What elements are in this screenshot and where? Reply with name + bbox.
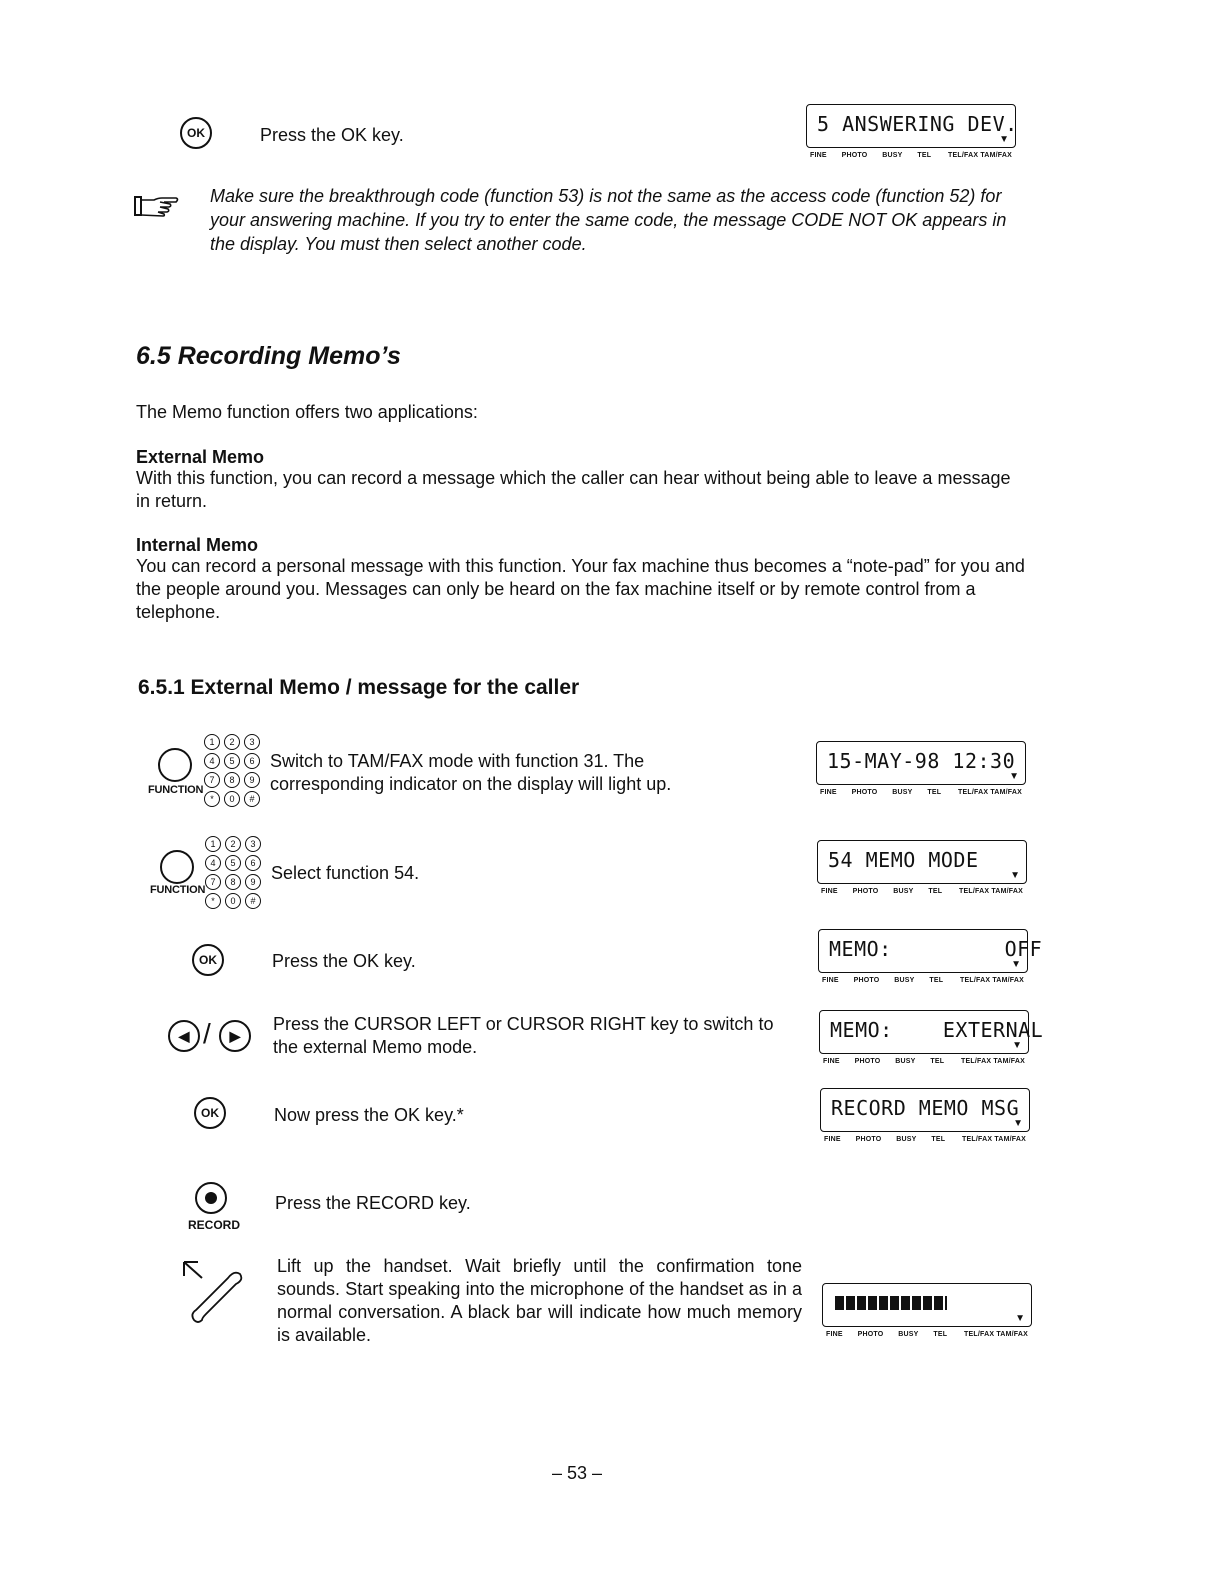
note-text: Make sure the breakthrough code (function 53) is not the same as the access code (function 52) for your answering machine. If you try to enter the same code, the message CODE NOT OK appears in the display. You must then select another code. bbox=[210, 186, 1007, 254]
step-4-text: Press the CURSOR LEFT or CURSOR RIGHT key to switch to the external Memo mode. bbox=[273, 1014, 774, 1057]
lcd-text: MEMO: OFF bbox=[829, 937, 1043, 961]
indicator-labels: FINE PHOTO BUSY TEL TEL/FAX TAM/FAX bbox=[810, 152, 1012, 159]
external-memo-text: With this function, you can record a message which the caller can hear without being able to leave a message in return. bbox=[136, 468, 1011, 511]
indicator-labels: FINE PHOTO BUSY TEL TEL/FAX TAM/FAX bbox=[820, 789, 1022, 796]
subsection-title: 6.5.1 External Memo / message for the caller bbox=[138, 676, 580, 699]
indicator-labels: FINE PHOTO BUSY TEL TEL/FAX TAM/FAX bbox=[822, 977, 1024, 984]
step-5-text: Now press the OK key.* bbox=[274, 1105, 464, 1125]
lcd-display-3 bbox=[818, 929, 1043, 984]
indicator-labels: FINE PHOTO BUSY TEL TEL/FAX TAM/FAX bbox=[823, 1058, 1025, 1065]
record-key-icon bbox=[195, 1182, 227, 1214]
lcd-display-1 bbox=[816, 741, 1026, 796]
function-key-icon bbox=[158, 748, 192, 782]
arrow-down-icon: ▼ bbox=[1015, 1313, 1025, 1324]
step-1-text: Switch to TAM/FAX mode with function 31. The corresponding indicator on the display will light up. bbox=[270, 751, 672, 794]
slash-separator: / bbox=[203, 1018, 211, 1049]
handset-lift-icon bbox=[180, 1258, 246, 1331]
arrow-down-icon: ▼ bbox=[1011, 959, 1021, 970]
lcd-display-top bbox=[806, 104, 1016, 159]
lcd-display-5 bbox=[820, 1088, 1030, 1143]
keypad-icon: 1 2 3 4 5 6 7 8 9 * 0 # bbox=[204, 734, 262, 807]
indicator-labels: FINE PHOTO BUSY TEL TEL/FAX TAM/FAX bbox=[826, 1331, 1028, 1338]
keypad-icon: 1 2 3 4 5 6 7 8 9 * 0 # bbox=[205, 836, 263, 909]
step-7-text: Lift up the handset. Wait briefly until the confirmation tone sounds. Start speaking into the microphone of the handset as in a normal conversation. A black bar will indicate how much memory is available. bbox=[277, 1256, 802, 1345]
ok-key-icon: OK bbox=[194, 1097, 226, 1129]
memory-bar bbox=[835, 1296, 947, 1310]
internal-memo-text: You can record a personal message with this function. Your fax machine thus becomes a “note-pad” for you and the people around you. Messages can only be heard on the fax machine itself or by remote control from a telephone. bbox=[136, 556, 1025, 622]
lcd-text: MEMO: EXTERNAL bbox=[830, 1018, 1044, 1042]
page-number: – 53 – bbox=[552, 1463, 603, 1483]
cursor-left-icon: ◀ bbox=[168, 1020, 200, 1052]
lcd-display-6 bbox=[822, 1283, 1032, 1338]
internal-memo-title: Internal Memo bbox=[136, 535, 259, 555]
arrow-down-icon: ▼ bbox=[1010, 870, 1020, 881]
function-label: FUNCTION bbox=[148, 784, 204, 796]
step-top-text: Press the OK key. bbox=[260, 125, 404, 145]
arrow-down-icon: ▼ bbox=[1012, 1040, 1022, 1051]
lcd-text: 5 ANSWERING DEV. bbox=[817, 112, 1018, 136]
section-intro: The Memo function offers two applications: bbox=[136, 402, 478, 422]
cursor-right-icon: ▶ bbox=[219, 1020, 251, 1052]
external-memo-title: External Memo bbox=[136, 447, 265, 467]
lcd-text: 54 MEMO MODE bbox=[828, 848, 979, 872]
record-label: RECORD bbox=[188, 1218, 241, 1232]
step-6-text: Press the RECORD key. bbox=[275, 1193, 471, 1213]
step-3-text: Press the OK key. bbox=[272, 951, 416, 971]
lcd-text: RECORD MEMO MSG bbox=[831, 1096, 1020, 1120]
ok-key-icon: OK bbox=[192, 944, 224, 976]
function-key-icon bbox=[160, 850, 194, 884]
arrow-down-icon: ▼ bbox=[999, 134, 1009, 145]
indicator-labels: FINE PHOTO BUSY TEL TEL/FAX TAM/FAX bbox=[824, 1136, 1026, 1143]
section-title: 6.5 Recording Memo’s bbox=[136, 342, 401, 370]
step-2-text: Select function 54. bbox=[271, 863, 420, 883]
arrow-down-icon: ▼ bbox=[1013, 1118, 1023, 1129]
ok-key-icon: OK bbox=[180, 117, 212, 149]
lcd-display-4 bbox=[819, 1010, 1044, 1065]
function-label: FUNCTION bbox=[150, 884, 206, 896]
pointing-hand-icon bbox=[134, 194, 180, 223]
lcd-display-2 bbox=[817, 840, 1027, 895]
arrow-down-icon: ▼ bbox=[1009, 771, 1019, 782]
lcd-text: 15-MAY-98 12:30 bbox=[827, 749, 1016, 773]
indicator-labels: FINE PHOTO BUSY TEL TEL/FAX TAM/FAX bbox=[821, 888, 1023, 895]
